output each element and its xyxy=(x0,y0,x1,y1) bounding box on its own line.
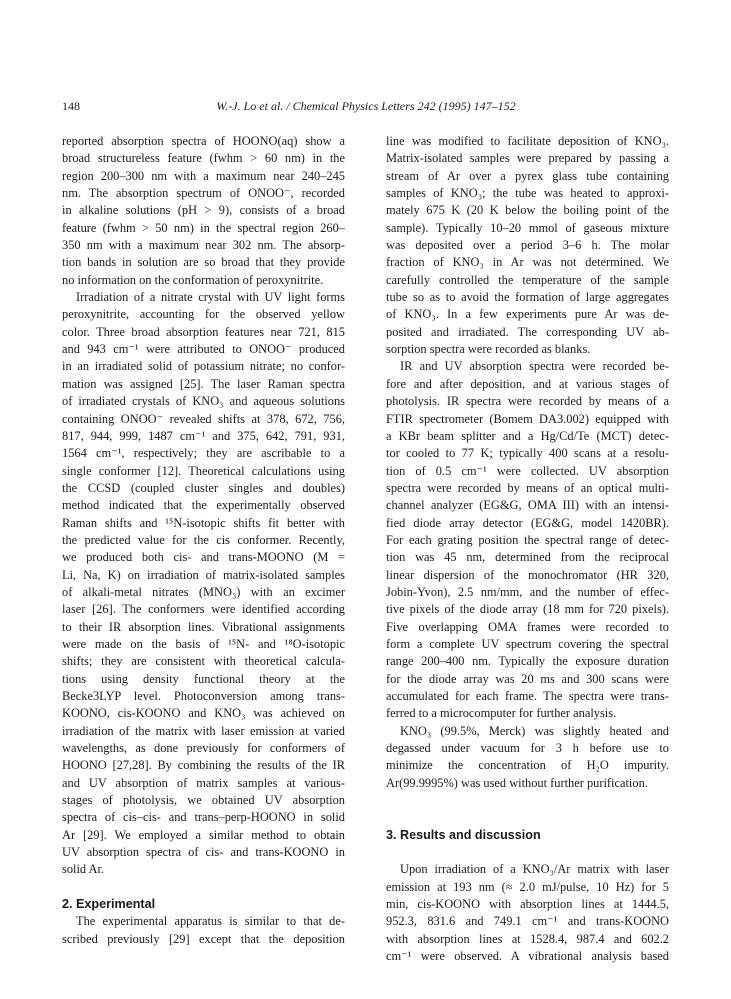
text-line: stages of photolysis, we obtained UV absorption xyxy=(62,793,345,808)
text-line: laser [26]. The conformers were identified according xyxy=(62,602,345,617)
text-line: of alkali-metal nitrates (MNO₃) with an excimer xyxy=(62,584,345,599)
text-line: in alkaline solutions (pH > 9), consists of a broad xyxy=(62,203,345,218)
text-line: feature (fwhm > 50 nm) in the spectral region 260– xyxy=(62,220,345,235)
text-line: of irradiated crystals of KNO₃ and aqueous solutions xyxy=(62,394,345,409)
text-line: cm⁻¹ were observed. A vibrational analysis based xyxy=(386,949,669,964)
spacer xyxy=(386,792,669,809)
text-line: tube so as to avoid the formation of large aggregates xyxy=(386,290,669,305)
text-line: broad structureless feature (fwhm > 60 nm) in the xyxy=(62,151,345,166)
text-line: posited and irradiated. The corresponding UV ab- xyxy=(386,324,669,339)
text-line: single conformer [12]. Theoretical calculations using xyxy=(62,463,345,478)
text-line: degassed under vacuum for 3 h before use to xyxy=(386,741,669,756)
text-line: Li, Na, K) on irradiation of matrix-isolated samples xyxy=(62,567,345,582)
text-line: range 200–400 nm. Typically the exposure duration xyxy=(386,654,669,669)
page-header xyxy=(62,99,670,115)
text-line: 1564 cm⁻¹, respectively; they are ascribable to a xyxy=(62,446,345,461)
text-line: 350 nm with a maximum near 302 nm. The absorp- xyxy=(62,238,345,253)
text-line: Becke3LYP level. Photoconversion among trans- xyxy=(62,689,345,703)
spacer xyxy=(386,809,669,826)
text-line: form a complete UV spectrum covering the spectral xyxy=(386,636,669,651)
text-line: Ar [29]. We employed a similar method to obtain xyxy=(62,827,345,842)
text-line: 817, 944, 999, 1487 cm⁻¹ and 375, 642, 791, 931, xyxy=(62,428,345,443)
text-line: and 943 cm⁻¹ were attributed to ONOO⁻ produced xyxy=(62,342,345,357)
text-line: min, cis-KOONO with absorption lines at 1444.5, xyxy=(386,897,669,912)
section-heading: 3. Results and discussion xyxy=(386,827,541,842)
text-line: we produced both cis- and trans-MOONO (M = xyxy=(62,550,345,565)
text-line: KOONO, cis-KOONO and KNO₃ was achieved on xyxy=(62,706,345,721)
text-line: tive pixels of the diode array (18 mm for 720 pixels). xyxy=(386,602,669,617)
text-line: fied diode array detector (EG&G, model 1420BR). xyxy=(386,515,669,530)
text-line: region 200–300 nm with a maximum near 240–245 xyxy=(62,168,345,183)
text-line: color. Three broad absorption features near 721, 815 xyxy=(62,324,345,339)
text-line: containing ONOO⁻ revealed shifts at 378, 672, 756, xyxy=(62,411,345,426)
text-line: solid Ar. xyxy=(62,862,104,877)
text-line: fraction of KNO₃ in Ar was not determined. We xyxy=(386,255,669,270)
text-line: the predicted value for the cis conformer. Recently, xyxy=(62,532,345,547)
right-column xyxy=(386,133,669,966)
text-line: and UV absorption of matrix samples at various- xyxy=(62,775,345,790)
text-line: reported absorption spectra of HOONO(aq) show a xyxy=(62,134,345,148)
text-line: were made on the basis of ¹⁵N- and ¹⁸O-isotopic xyxy=(62,636,345,651)
text-line: of KNO₃. In a few experiments pure Ar was de- xyxy=(386,307,669,322)
text-line: method indicated that the experimentally observed xyxy=(62,498,345,513)
text-line: carefully controlled the temperature of the sample xyxy=(386,272,669,287)
text-line: in an irradiated solid of potassium nitrate; no confor- xyxy=(62,359,345,374)
text-line: Five overlapping OMA frames were recorded to xyxy=(386,619,669,634)
text-line: Irradiation of a nitrate crystal with UV light forms xyxy=(76,290,345,305)
text-line: Raman shifts and ¹⁵N-isotopic shifts fit better with xyxy=(62,515,345,530)
text-line: mately 675 K (20 K below the boiling point of the xyxy=(386,203,669,218)
text-line: sorption spectra were recorded as blanks. xyxy=(386,342,591,357)
text-line: spectra were recorded by means of an optical multi- xyxy=(386,480,669,495)
text-line: a KBr beam splitter and a Hg/Cd/Te (MCT) detec- xyxy=(386,428,669,443)
text-line: with absorption lines at 1528.4, 987.4 and 602.2 xyxy=(386,931,669,946)
text-line: KNO₃ (99.5%, Merck) was slightly heated and xyxy=(400,723,669,738)
text-line: to their IR absorption lines. Vibrational assignments xyxy=(62,619,345,634)
text-line: emission at 193 nm (≈ 2.0 mJ/pulse, 10 Hz) for 5 xyxy=(386,879,669,894)
text-line: tion was 45 nm, determined from the reciprocal xyxy=(386,550,669,565)
text-line: channel analyzer (EG&G, OMA III) with an intensi- xyxy=(386,498,669,513)
text-line: 952.3, 831.6 and 749.1 cm⁻¹ and trans-KOONO xyxy=(386,914,669,929)
text-line: FTIR spectrometer (Bomem DA3.002) equipped with xyxy=(386,411,669,426)
text-line: tion of 0.5 cm⁻¹ were collected. UV absorption xyxy=(386,463,669,478)
text-line: ferred to a microcomputer for further analysis. xyxy=(386,706,617,721)
text-line: sample). Typically 10–20 mmol of gaseous mixture xyxy=(386,220,669,235)
text-line: scribed previously [29] except that the deposition xyxy=(62,931,345,946)
text-line: HOONO [27,28]. By combining the results of the IR xyxy=(62,758,345,773)
section-heading: 2. Experimental xyxy=(62,897,156,912)
text-line: was deposited over a period 3–6 h. The molar xyxy=(386,238,669,253)
page-number: 148 xyxy=(62,99,80,113)
text-line: IR and UV absorption spectra were recorded be- xyxy=(400,359,669,374)
running-head: W.-J. Lo et al. / Chemical Physics Letters 242 (1995) 147–152 xyxy=(216,99,516,113)
text-line: photolysis. IR spectra were recorded by means of a xyxy=(386,394,669,409)
text-line: no information on the conformation of peroxynitrite. xyxy=(62,272,324,287)
text-line: line was modified to facilitate deposition of KNO₃. xyxy=(386,134,669,148)
text-line: Jobin-Yvon), 2.5 nm/mm, and the number of effec- xyxy=(386,584,669,599)
text-line: The experimental apparatus is similar to that de- xyxy=(76,914,345,929)
text-line: linear dispersion of the monochromator (HR 320, xyxy=(386,567,669,582)
text-line: minimize the concentration of H₂O impurity. xyxy=(386,758,669,773)
text-line: nm. The absorption spectrum of ONOO⁻, recorded xyxy=(62,186,345,201)
text-line: Matrix-isolated samples were prepared by passing a xyxy=(386,151,669,166)
text-line: UV absorption spectra of cis- and trans-KOONO in xyxy=(62,845,345,860)
text-line: Ar(99.9995%) was used without further purification. xyxy=(386,775,648,790)
text-line: samples of KNO₃; the tube was heated to approxi- xyxy=(386,186,669,201)
text-line: peroxynitrite, accounting for the observed yellow xyxy=(62,307,345,322)
text-line: accumulated for each frame. The spectra were trans- xyxy=(386,689,669,703)
text-line: wavelengths, as done previously for conformers of xyxy=(62,741,345,756)
text-line: tions using density functional theory at the xyxy=(62,671,345,686)
spacer xyxy=(62,879,345,896)
text-line: tion bands in solution are so broad that they provide xyxy=(62,255,345,270)
text-line: For each grating position the spectral range of detec- xyxy=(386,532,669,547)
text-line: the CCSD (coupled cluster singles and doubles) xyxy=(62,480,345,495)
spacer xyxy=(386,844,669,861)
text-line: fore and after deposition, and at various stages of xyxy=(386,376,669,391)
text-line: shifts; they are consistent with theoretical calcula- xyxy=(62,654,345,669)
text-line: irradiation of the matrix with laser emission at varied xyxy=(62,723,345,738)
text-line: mation was assigned [25]. The laser Raman spectra xyxy=(62,376,345,391)
text-line: tor cooled to 77 K; typically 400 scans at a resolu- xyxy=(386,446,669,461)
text-line: spectra of cis–cis- and trans–perp-HOONO in solid xyxy=(62,810,345,825)
text-line: Upon irradiation of a KNO₃/Ar matrix with laser xyxy=(400,862,669,877)
text-line: for the diode array was 20 ms and 300 scans were xyxy=(386,671,669,686)
text-line: stream of Ar over a pyrex glass tube containing xyxy=(386,168,669,183)
left-column xyxy=(62,133,345,948)
